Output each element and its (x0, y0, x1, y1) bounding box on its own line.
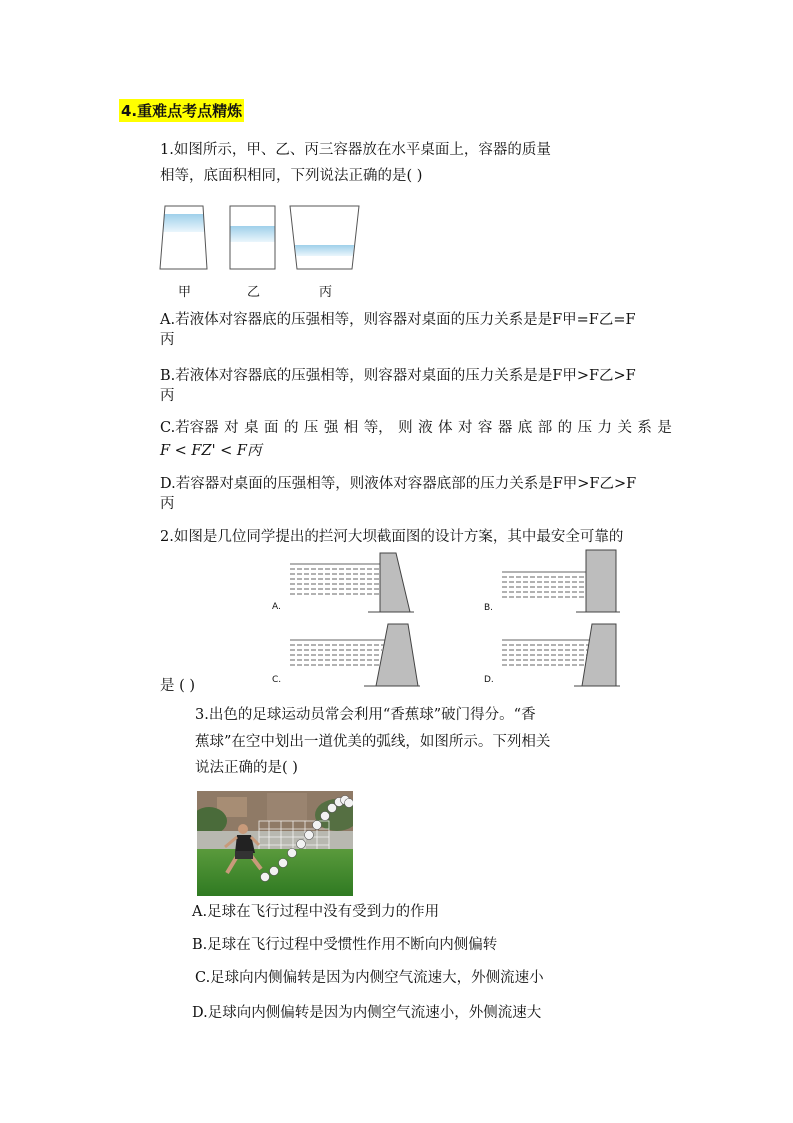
dam-option-a (268, 548, 418, 614)
q1-stem-line2: 相等，底面积相同，下列说法正确的是( ) (160, 168, 423, 184)
q1-option-d-line2: 丙 (160, 496, 175, 512)
q3-option-a: A.足球在飞行过程中没有受到力的作用 (192, 904, 440, 920)
q2-stem-line1: 2.如图是几位同学提出的拦河大坝截面图的设计方案，其中最安全可靠的 (160, 529, 624, 545)
q3-option-d: D.足球向内侧偏转是因为内侧空气流速小，外侧流速大 (192, 1005, 542, 1021)
q1-option-b-line1: B.若液体对容器底的压强相等，则容器对桌面的压力关系是是F甲>F乙>F (160, 368, 636, 384)
banana-kick-photo (197, 791, 353, 896)
container-bing (290, 206, 359, 269)
q1-containers-figure (155, 198, 375, 278)
q3-stem-line2: 蕉球”在空中划出一道优美的弧线，如图所示。下列相关 (195, 734, 551, 750)
section-heading: 4.重难点考点精炼 (119, 99, 244, 122)
q1-option-c-line2: F < FZ' < F丙 (160, 443, 262, 459)
dam-label-a: A. (272, 602, 281, 612)
container-label-yi: 乙 (247, 285, 261, 300)
dam-label-c: C. (272, 675, 282, 685)
q2-stem-line2: 是 ( ) (160, 678, 196, 694)
q3-stem-line3: 说法正确的是( ) (195, 760, 298, 776)
dam-option-c (268, 620, 420, 690)
dam-label-d: D. (484, 675, 494, 685)
q1-option-c-line1: C.若容器 对 桌 面 的 压 强 相 等， 则 液 体 对 容 器 底 部 的 压 力 关 系 是 (160, 420, 672, 436)
q3-option-b: B.足球在飞行过程中受惯性作用不断向内侧偏转 (192, 937, 498, 953)
dam-option-b (480, 548, 622, 614)
q3-option-c: C.足球向内侧偏转是因为内侧空气流速大，外侧流速小 (195, 970, 544, 986)
container-jia (160, 206, 207, 269)
container-label-bing: 丙 (319, 285, 333, 300)
container-yi (230, 206, 275, 269)
q1-option-a-line1: A.若液体对容器底的压强相等，则容器对桌面的压力关系是是F甲=F乙=F (160, 312, 636, 328)
q1-option-a-line2: 丙 (160, 332, 175, 348)
q1-stem-line1: 1.如图所示，甲、乙、丙三容器放在水平桌面上，容器的质量 (160, 142, 551, 158)
q1-option-d-line1: D.若容器对桌面的压强相等，则液体对容器底部的压力关系是F甲>F乙>F (160, 476, 637, 492)
dam-option-d (480, 620, 622, 690)
dam-label-b: B. (484, 603, 494, 613)
q1-option-b-line2: 丙 (160, 388, 175, 404)
q3-stem-line1: 3.出色的足球运动员常会利用“香蕉球”破门得分。“香 (195, 707, 536, 723)
container-label-jia: 甲 (178, 285, 192, 300)
